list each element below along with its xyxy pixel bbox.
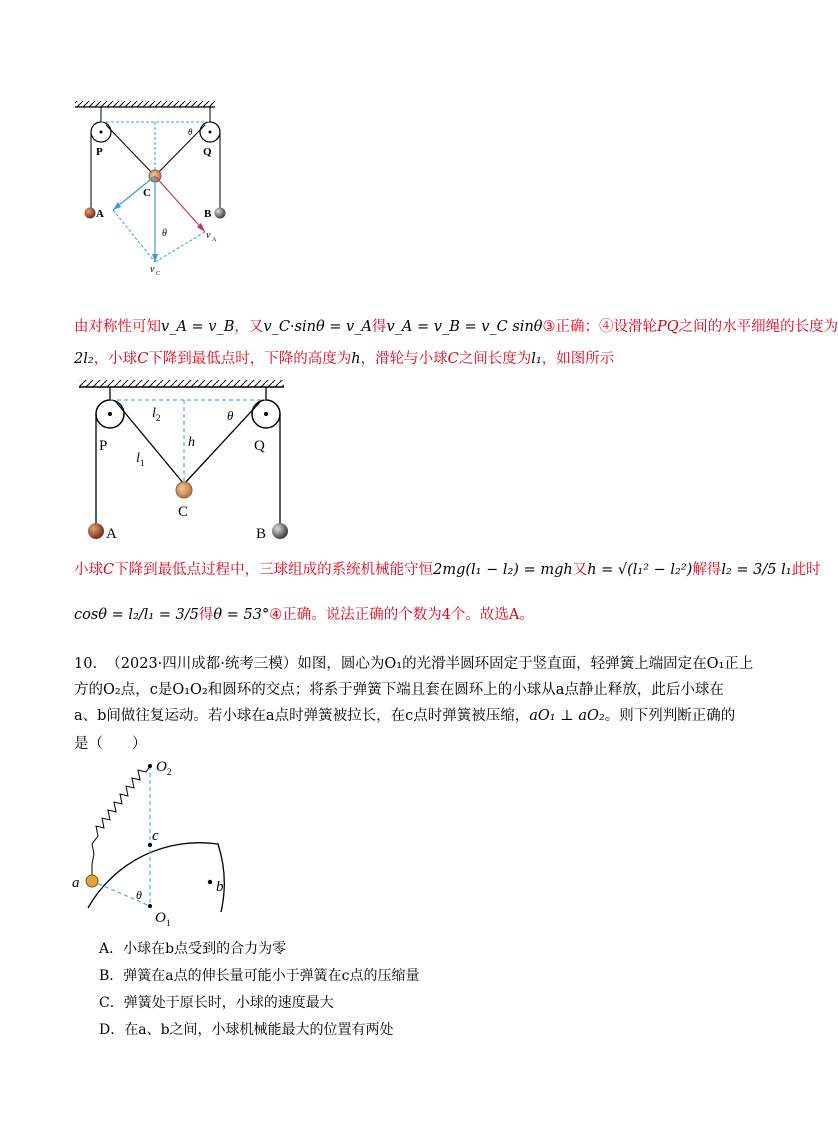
fig3-label-o2: O bbox=[156, 759, 167, 775]
question-line-1: 10. （2023·四川成都·统考三模）如图，圆心为O₁的光滑半圆环固定于竖直面，轻弹簧上端固定在O₁正上 bbox=[74, 656, 754, 672]
explanation-line-4: cosθ = l₂/l₁ = 3/5得θ = 53°④正确。说法正确的个数为4个。故选A。 bbox=[74, 607, 534, 623]
fig1-label-vc: v bbox=[150, 264, 155, 275]
ceiling bbox=[75, 101, 215, 107]
option-a[interactable]: A．小球在b点受到的合力为零 bbox=[99, 941, 287, 957]
ball-b bbox=[272, 523, 288, 539]
explanation-line-2: 2l₂，小球C下降到最低点时，下降的高度为h，滑轮与小球C之间长度为l₁，如图所示 bbox=[74, 351, 615, 367]
explanation-line-3: 小球C下降到最低点过程中，三球组成的系统机械能守恒2mg(l₁ − l₂) = mgh又h = √(l₁² − l₂²)解得l₂ = 3/5 l₁此时 bbox=[74, 562, 821, 578]
explanation-line-1: 由对称性可知v_A = v_B，又v_C·sinθ = v_A得v_A = v_B = v_C sinθ③正确；④设滑轮PQ之间的水平细绳的长度为 bbox=[74, 319, 838, 335]
fig2-label-l1-sub: 1 bbox=[140, 458, 145, 468]
fig1-label-a: A bbox=[96, 208, 104, 220]
fig3-label-o1-sub: 1 bbox=[166, 918, 171, 928]
fig1-label-c: C bbox=[143, 187, 151, 199]
spring-ring-figure bbox=[66, 754, 256, 929]
ball-a bbox=[86, 875, 98, 887]
fig2-label-c: C bbox=[178, 504, 189, 520]
fig2-label-q: Q bbox=[254, 438, 265, 454]
ball-b bbox=[215, 208, 226, 219]
ball-a bbox=[88, 523, 104, 539]
fig3-label-a: a bbox=[72, 875, 80, 891]
question-number: 10. bbox=[74, 656, 98, 672]
pulley-velocity-figure bbox=[70, 96, 270, 281]
spring bbox=[92, 766, 150, 876]
fig1-theta-bottom: θ bbox=[162, 228, 167, 239]
fig2-label-l2: l bbox=[152, 406, 156, 421]
fig1-label-p: P bbox=[96, 146, 103, 158]
fig2-label-l2-sub: 2 bbox=[156, 413, 161, 423]
half-ring bbox=[88, 843, 224, 912]
fig3-label-o2-sub: 2 bbox=[167, 767, 172, 777]
pulley-length-figure bbox=[76, 376, 296, 546]
fig2-label-theta: θ bbox=[227, 408, 234, 423]
fig1-theta-top: θ bbox=[188, 127, 193, 137]
fig3-label-b: b bbox=[216, 879, 224, 895]
ball-a bbox=[85, 208, 96, 219]
fig2-label-p: P bbox=[99, 438, 108, 454]
option-c[interactable]: C．弹簧处于原长时，小球的速度最大 bbox=[99, 995, 334, 1011]
fig1-label-b: B bbox=[204, 208, 212, 220]
question-line-4: 是（ ） bbox=[74, 736, 147, 752]
fig1-label-q: Q bbox=[203, 146, 212, 158]
ceiling bbox=[79, 380, 284, 387]
question-line-3: a、b间做往复运动。若小球在a点时弹簧被拉长，在c点时弹簧被压缩，aO₁ ⊥ aO₂。则下列判断正确的 bbox=[74, 708, 736, 724]
fig3-label-c: c bbox=[152, 828, 159, 844]
fig3-label-o1: O bbox=[155, 910, 166, 926]
ball-c bbox=[176, 482, 192, 498]
point-o1 bbox=[148, 904, 152, 908]
fig1-label-va: v bbox=[206, 230, 211, 241]
fig2-label-l1: l bbox=[136, 451, 140, 466]
fig1-label-vc-sub: C bbox=[156, 271, 161, 277]
fig1-label-va-sub: A bbox=[212, 237, 217, 243]
fig2-label-b: B bbox=[256, 526, 267, 542]
point-b bbox=[208, 880, 212, 884]
fig2-label-a: A bbox=[106, 526, 117, 542]
fig2-label-h: h bbox=[188, 435, 195, 450]
fig3-label-theta: θ bbox=[136, 888, 142, 902]
question-line-2: 方的O₂点，c是O₁O₂和圆环的交点；将系于弹簧下端且套在圆环上的小球从a点静止释放，此后小球在 bbox=[74, 682, 724, 698]
option-d[interactable]: D．在a、b之间，小球机械能最大的位置有两处 bbox=[99, 1022, 394, 1038]
option-b[interactable]: B．弹簧在a点的伸长量可能小于弹簧在c点的压缩量 bbox=[99, 968, 420, 984]
